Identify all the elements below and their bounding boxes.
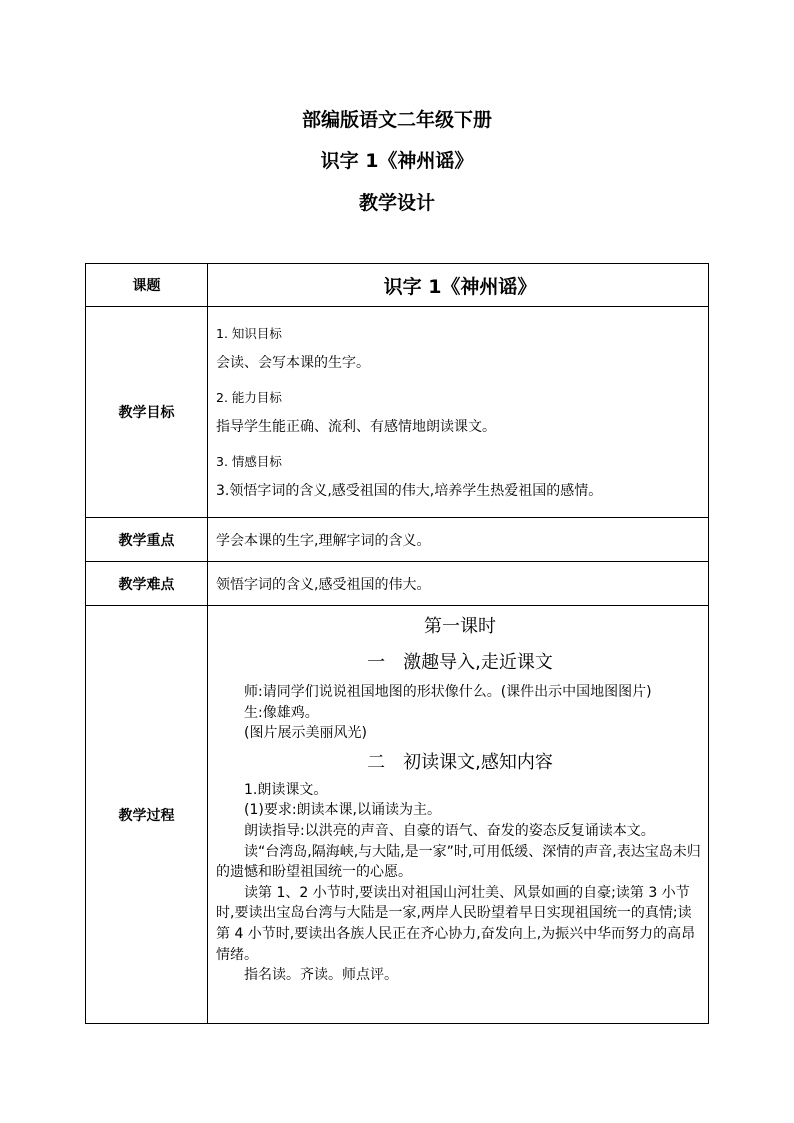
period-heading: 第一课时 <box>424 616 496 637</box>
section-2-line: 读第 1、2 小节时,要读出对祖国山河壮美、风景如画的自豪;读第 3 小节时,要读出宝岛台湾与大陆是一家,两岸人民盼望着早日实现祖国统一的真情;读第 4 小节时,要读出各族人民正在齐心协力,奋发向上,为振兴中华而努力的高昂情绪。 <box>216 884 696 963</box>
process-label: 教学过程 <box>86 606 208 1024</box>
key-points-text: 学会本课的生字,理解字词的含义。 <box>208 518 709 562</box>
section-2-line: 朗读指导:以洪亮的声音、自豪的语气、奋发的姿态反复诵读本文。 <box>244 822 655 839</box>
section-1-line: 生:像雄鸡。 <box>244 704 319 721</box>
lesson-plan-table <box>85 263 709 1024</box>
goals-label: 教学目标 <box>86 307 208 518</box>
document-title: 部编版语文二年级下册 <box>301 109 492 131</box>
goals-content <box>208 307 709 518</box>
goal-2-text: 指导学生能正确、流利、有感情地朗读课文。 <box>216 419 496 435</box>
section-2-line: 读“台湾岛,隔海峡,与大陆,是一家”时,可用低缓、深情的声音,表达宝岛未归的遗憾和盼望祖国统一的心愿。 <box>216 843 701 881</box>
difficulties-text: 领悟字词的含义,感受祖国的伟大。 <box>208 562 709 606</box>
process-row <box>86 606 709 1024</box>
difficulties-row <box>86 562 709 606</box>
goals-row <box>86 307 709 518</box>
goal-3-heading: 3. 情感目标 <box>216 454 282 469</box>
goal-1-text: 会读、会写本课的生字。 <box>216 355 370 371</box>
goal-2-heading: 2. 能力目标 <box>216 390 282 405</box>
difficulties-label: 教学难点 <box>86 562 208 606</box>
section-2-line: 1.朗读课文。 <box>244 781 328 798</box>
process-content <box>208 606 709 1024</box>
goal-1-heading: 1. 知识目标 <box>216 326 282 341</box>
section-2-line: 指名读。齐读。师点评。 <box>244 967 398 984</box>
section-1-heading: 一 激趣导入,走近课文 <box>367 652 553 673</box>
document-subtitle: 教学设计 <box>358 192 435 214</box>
section-1-line: 师:请同学们说说祖国地图的形状像什么。(课件出示中国地图图片) <box>244 684 652 700</box>
key-points-row <box>86 518 709 562</box>
lesson-title: 识字 1《神州谣》 <box>320 150 474 172</box>
key-points-label: 教学重点 <box>86 518 208 562</box>
section-1-line: (图片展示美丽风光) <box>244 725 367 742</box>
goal-3-text: 3.领悟字词的含义,感受祖国的伟大,培养学生热爱祖国的感情。 <box>216 483 603 499</box>
topic-value: 识字 1《神州谣》 <box>208 264 709 307</box>
topic-row <box>86 264 709 307</box>
section-2-heading: 二 初读课文,感知内容 <box>367 751 553 773</box>
section-2-line: (1)要求:朗读本课,以诵读为主。 <box>244 802 441 819</box>
topic-label: 课题 <box>86 264 208 307</box>
